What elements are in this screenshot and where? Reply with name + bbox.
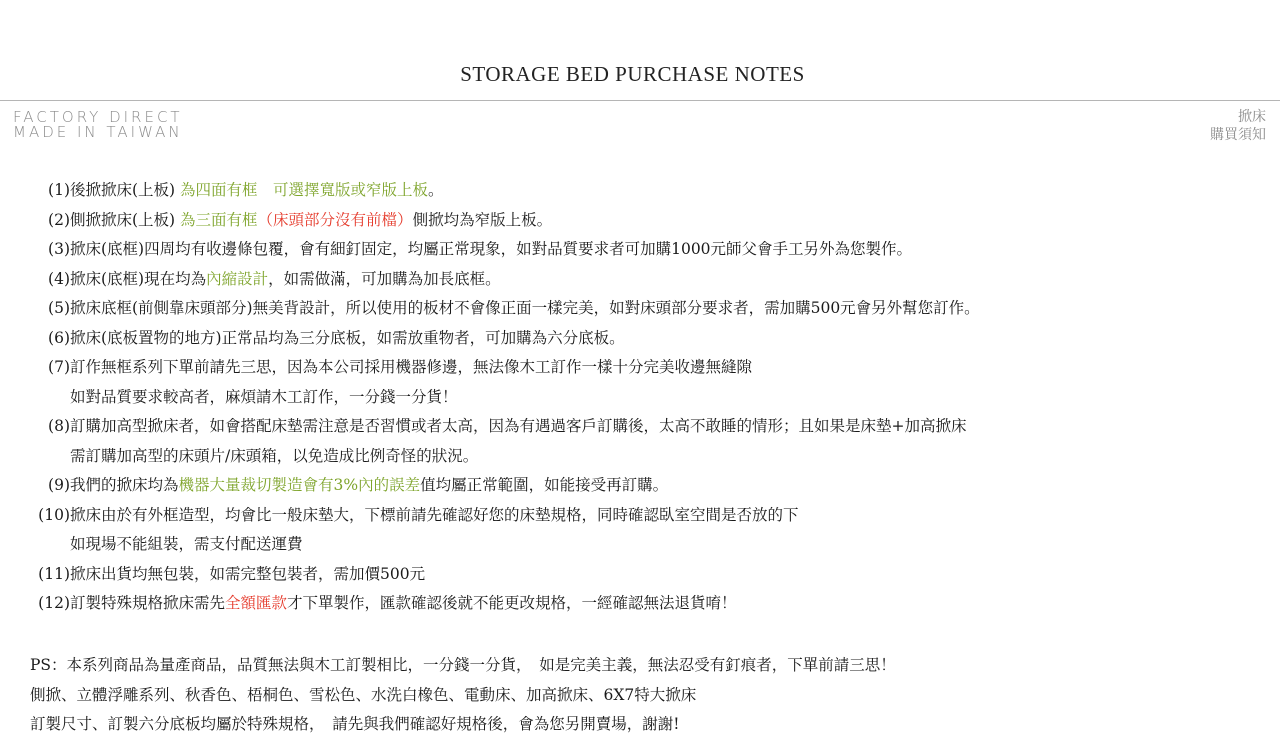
note-text: 訂作無框系列下單前請先三思，因為本公司採用機器修邊，無法像木工訂作一樣十分完美收邊無縫隙 — [70, 358, 753, 376]
note-text: 如對品質要求較高者，麻煩請木工訂作，一分錢一分貨！ — [70, 387, 458, 406]
note-text: 需訂購加高型的床頭片/床頭箱，以免造成比例奇怪的狀況。 — [70, 446, 479, 465]
note-text: 掀床由於有外框造型，均會比一般床墊大，下標前請先確認好您的床墊規格，同時確認臥室空間是否放的下 — [70, 505, 799, 524]
note-number: (8) — [48, 417, 70, 435]
note-item — [0, 206, 1280, 236]
note-continuation — [0, 383, 1280, 413]
note-text: 如現場不能組裝，需支付配送運費 — [70, 535, 303, 553]
note-text: 掀床出貨均無包裝，如需完整包裝者，需加價500元 — [70, 564, 426, 583]
note-highlight: 內縮設計 — [206, 269, 269, 288]
note-warning: 全額匯款 — [225, 594, 288, 612]
note-item — [0, 560, 1280, 590]
section-label — [1210, 108, 1266, 144]
note-text: ，如需做滿，可加購為加長底框。 — [268, 269, 501, 288]
section-label-line-2: 購買須知 — [1210, 127, 1266, 143]
note-highlight: 機器大量裁切製造會有3%內的誤差 — [178, 476, 421, 494]
note-number: (9) — [48, 476, 70, 494]
note-text: 。 — [428, 181, 444, 199]
note-number: (10) — [38, 505, 70, 524]
note-text: 才下單製作，匯款確認後就不能更改規格，一經確認無法退貨唷！ — [287, 594, 737, 612]
ps-line: 側掀、立體浮雕系列、秋香色、梧桐色、雪松色、水洗白橡色、電動床、加高掀床、6X7特大掀床 — [30, 685, 697, 704]
tagline-line-2: MADE IN TAIWAN — [13, 123, 183, 141]
note-item — [0, 294, 1280, 324]
page-title: STORAGE BED PURCHASE NOTES — [460, 62, 805, 86]
note-item — [0, 589, 1280, 619]
note-text: 掀床(底板置物的地方)正常品均為三分底板，如需放重物者，可加購為六分底板。 — [70, 328, 625, 347]
note-number: (5) — [48, 299, 70, 317]
note-item — [0, 353, 1280, 383]
ps-section — [30, 651, 896, 740]
note-continuation — [0, 530, 1280, 560]
note-number: (7) — [48, 358, 70, 376]
note-number: (12) — [38, 594, 70, 612]
note-text: 我們的掀床均為 — [70, 476, 179, 494]
header-divider — [0, 100, 1280, 101]
note-number: (3) — [48, 240, 70, 258]
note-text: 側掀掀床(上板) — [70, 210, 181, 229]
note-highlight: 為三面有框 — [180, 210, 258, 229]
note-number: (1) — [48, 181, 70, 199]
note-item — [0, 471, 1280, 501]
note-item — [0, 235, 1280, 265]
note-highlight: 為四面有框 可選擇寬版或窄版上板 — [180, 181, 429, 199]
note-text: 側掀均為窄版上板。 — [412, 210, 553, 229]
note-text: 掀床(底框)現在均為 — [70, 269, 207, 288]
ps-line: PS：本系列商品為量產商品，品質無法與木工訂製相比，一分錢一分貨， 如是完美主義，無法忍受有釘痕者，下單前請三思！ — [30, 656, 896, 674]
note-text: 訂製特殊規格掀床需先 — [70, 594, 226, 612]
note-item — [0, 412, 1280, 442]
note-item — [0, 324, 1280, 354]
note-text: 值均屬正常範圍，如能接受再訂購。 — [420, 476, 669, 494]
note-item — [0, 501, 1280, 531]
note-text: 後掀掀床(上板) — [70, 181, 181, 199]
note-item — [0, 176, 1280, 206]
tagline-line-1: FACTORY DIRECT — [13, 108, 183, 126]
note-number: (11) — [38, 564, 70, 583]
note-number: (6) — [48, 328, 70, 347]
note-number: (2) — [48, 210, 70, 229]
note-text: 訂購加高型掀床者，如會搭配床墊需注意是否習慣或者太高，因為有遇過客戶訂購後，太高不敢睡的情形；且如果是床墊+加高掀床 — [70, 417, 967, 435]
note-text: 掀床(底框)四周均有收邊條包覆，會有細釘固定，均屬正常現象，如對品質要求者可加購1000元師父會手工另外為您製作。 — [70, 240, 913, 258]
note-item — [0, 265, 1280, 295]
note-continuation — [0, 442, 1280, 472]
note-warning: （床頭部分沒有前檔） — [257, 210, 413, 229]
ps-line: 訂製尺寸、訂製六分底板均屬於特殊規格， 請先與我們確認好規格後，會為您另開賣場，謝謝! — [30, 715, 680, 733]
section-label-line-1: 掀床 — [1238, 109, 1266, 125]
note-number: (4) — [48, 269, 70, 288]
note-text: 掀床底框(前側靠床頭部分)無美背設計，所以使用的板材不會像正面一樣完美，如對床頭部分要求者，需加購500元會另外幫您訂作。 — [70, 299, 980, 317]
notes-list — [0, 176, 1280, 619]
factory-tagline — [13, 110, 183, 140]
